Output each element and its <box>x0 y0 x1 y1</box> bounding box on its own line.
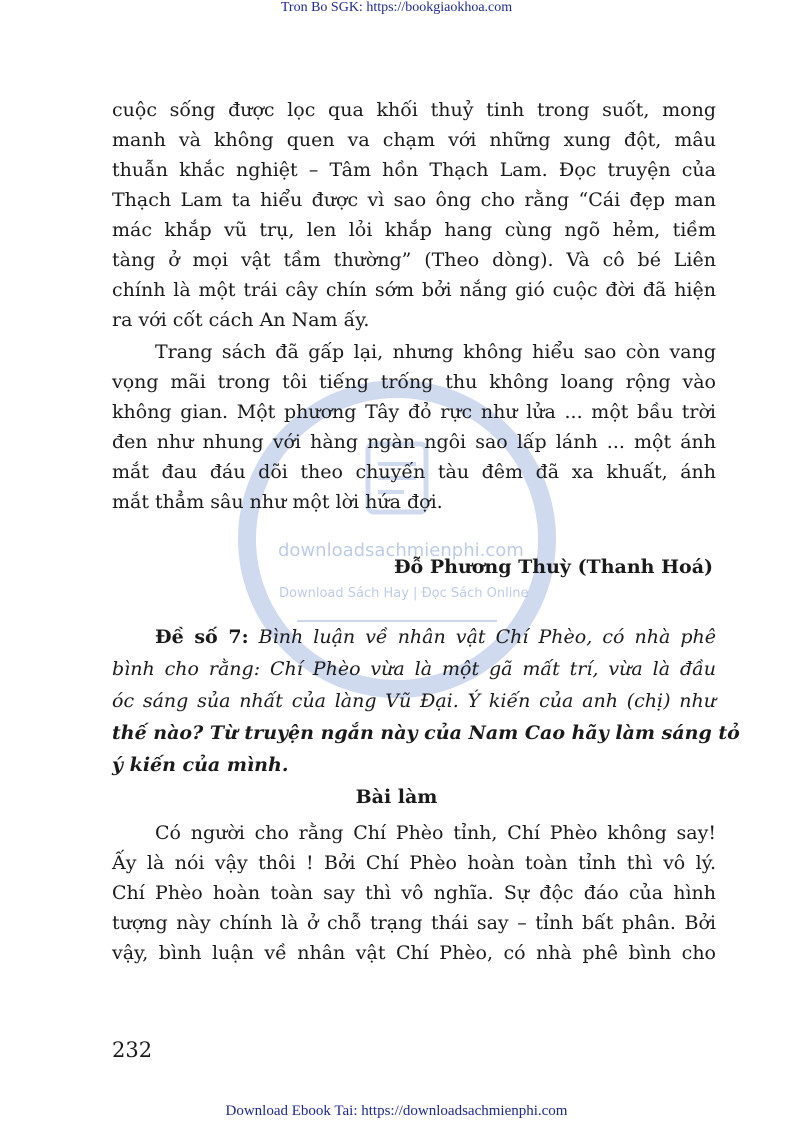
paragraph-1 <box>112 95 716 335</box>
prompt-line: óc sáng sủa nhất của làng Vũ Đại. Ý kiến của anh (chị) như <box>112 690 716 712</box>
prompt-line: thế nào? Từ truyện ngắn này của Nam Cao hãy làm sáng tỏ <box>112 722 740 744</box>
watermark-tagline: Download Sách Hay | Đọc Sách Online <box>279 586 529 601</box>
text-line: vậy, bình luận về nhân vật Chí Phèo, có nhà phê bình cho <box>112 942 716 964</box>
author-signature: Đỗ Phương Thuỳ (Thanh Hoá) <box>393 556 713 578</box>
text-line: cuộc sống được lọc qua khối thuỷ tinh trong suốt, mong <box>112 99 716 121</box>
section-title: Bài làm <box>355 786 438 808</box>
paragraph-3 <box>112 818 716 968</box>
page-number: 232 <box>112 1038 153 1062</box>
text-line: thuẫn khắc nghiệt – Tâm hồn Thạch Lam. Đọc truyện của <box>112 159 716 181</box>
header-link[interactable]: Tron Bo SGK: https://bookgiaokhoa.com <box>280 0 513 15</box>
footer-link[interactable]: Download Ebook Tai: https://downloadsachmienphi.com <box>225 1103 568 1119</box>
text-line: mắt thẳm sâu như một lời hứa đợi. <box>112 491 443 513</box>
prompt-label: Đề số 7: <box>155 626 249 648</box>
text-line: Thạch Lam ta hiểu được vì sao ông cho rằng “Cái đẹp man <box>112 189 716 211</box>
text-line: đen như nhung với hàng ngàn ngôi sao lấp lánh ... một ánh <box>112 431 716 453</box>
text-line: mắt đau đáu dõi theo chuyến tàu đêm đã xa khuất, ánh <box>112 461 716 483</box>
prompt-line: bình cho rằng: Chí Phèo vừa là một gã mất trí, vừa là đầu <box>112 658 716 680</box>
text-line: mác khắp vũ trụ, len lỏi khắp hang cùng ngõ hẻm, tiềm <box>112 219 716 241</box>
watermark-site: downloadsachmienphi.com <box>278 540 524 561</box>
prompt-line <box>112 621 716 653</box>
text-line: ra với cốt cách An Nam ấy. <box>112 309 370 331</box>
prompt-text: Bình luận về nhân vật Chí Phèo, có nhà phê <box>248 626 716 648</box>
text-line: tượng này chính là ở chỗ trạng thái say – tỉnh bất phân. Bởi <box>112 912 716 934</box>
text-line: chính là một trái cây chín sớm bởi nắng gió cuộc đời đã hiện <box>112 279 716 301</box>
text-line: không gian. Một phương Tây đỏ rực như lửa ... một bầu trời <box>112 401 716 423</box>
essay-prompt <box>112 621 740 781</box>
text-line: tàng ở mọi vật tầm thường” (Theo dòng). Và cô bé Liên <box>112 249 716 271</box>
text-line: Ấy là nói vậy thôi ! Bởi Chí Phèo hoàn toàn tỉnh thì vô lý. <box>112 852 716 874</box>
paragraph-2 <box>112 337 716 517</box>
text-line: vọng mãi trong tôi tiếng trống thu không loang rộng vào <box>112 371 716 393</box>
text-line: Có người cho rằng Chí Phèo tỉnh, Chí Phèo không say! <box>155 822 716 844</box>
text-line: Trang sách đã gấp lại, nhưng không hiểu sao còn vang <box>155 341 716 363</box>
text-line: manh và không quen va chạm với những xung đột, mâu <box>112 129 716 151</box>
text-line: Chí Phèo hoàn toàn say thì vô nghĩa. Sự độc đáo của hình <box>112 882 716 904</box>
prompt-line: ý kiến của mình. <box>112 754 289 776</box>
